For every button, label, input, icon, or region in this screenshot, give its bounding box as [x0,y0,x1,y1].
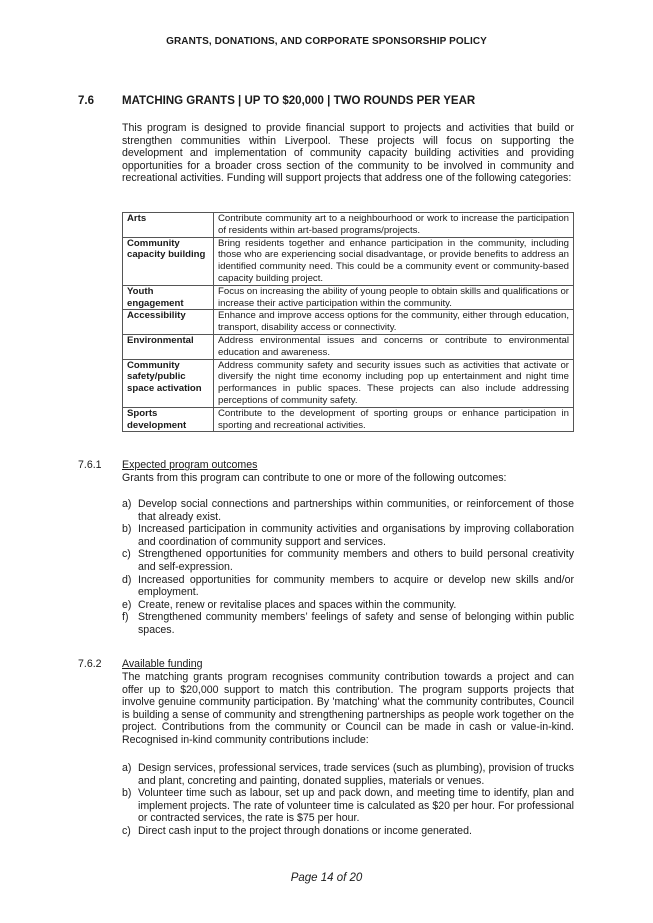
funding-intro: The matching grants program recognises community contribution towards a project and can offer up to $20,000 support to match this contribution. The program supports projects that involve genuine community participation. By 'matching' what the community contributes, Council is building a sense of community and strengthening partnerships as people work together on the project. Contributions from the community or Council can be made in cash or value-in-kind. Recognised in-kind community contributions include: [122,671,574,746]
category-description: Address environmental issues and concerns or contribute to environmental education and awareness. [214,334,574,359]
list-text: Increased participation in community activities and organisations by improving collaboration and coordination of community support and services. [138,523,574,548]
list-item [122,762,574,787]
list-text: Direct cash input to the project through donations or income generated. [138,824,472,837]
category-description: Contribute community art to a neighbourhood or work to increase the participation of residents within art-based programs/projects. [214,213,574,238]
category-name: Arts [123,213,214,238]
list-marker: d) [122,573,132,586]
list-marker: e) [122,598,132,611]
list-marker: f) [122,611,129,624]
subsection-number: 7.6.2 [78,658,102,670]
list-text: Create, renew or revitalise places and spaces within the community. [138,598,457,611]
list-item [122,574,574,599]
list-text: Strengthened opportunities for community members and others to build personal creativity and self-expression. [138,548,574,573]
list-text: Design services, professional services, trade services (such as plumbing), provision of trucks and plant, concreting and painting, donated supplies, materials or venues. [138,762,574,787]
outcomes-intro: Grants from this program can contribute to one or more of the following outcomes: [122,472,507,484]
category-name: Community capacity building [123,237,214,285]
section-number: 7.6 [78,95,94,107]
section-intro: This program is designed to provide financial support to projects and activities that build or strengthen communities within Liverpool. These projects will focus on supporting the development and implementation of community capacity building activities and providing opportunities for a broader cross section of the community to be involved in community and recreational activities. Funding will support projects that address one of the following categories: [122,122,574,185]
outcomes-heading [78,459,257,472]
list-marker: b) [122,787,132,800]
categories-table [122,212,574,432]
list-marker: a) [122,762,132,774]
table-row [123,237,574,285]
category-name: Accessibility [123,310,214,335]
running-header: GRANTS, DONATIONS, AND CORPORATE SPONSORSHIP POLICY [166,36,487,47]
list-item [122,548,574,573]
table-row [123,310,574,335]
subsection-number: 7.6.1 [78,459,102,471]
list-item [122,498,574,523]
list-item [122,787,574,825]
list-text: Develop social connections and partnerships within communities, or reinforcement of those that already exist. [138,498,574,523]
category-name: Sports development [123,407,214,432]
outcomes-list [122,498,574,637]
category-description: Bring residents together and enhance participation in the community, including those who are experiencing social disadvantage, or provide benefits to address an identified community need. This could be a community event or community-based capacity building project. [214,237,574,285]
category-description: Enhance and improve access options for the community, either through education, transport, disability access or connectivity. [214,310,574,335]
category-description: Contribute to the development of sporting groups or enhance participation in sporting and recreational activities. [214,407,574,432]
funding-list [122,762,574,838]
category-description: Address community safety and security issues such as activities that activate or diversify the night time economy including pop up entertainment and night time performances in public spaces. These projects can also include addressing perceptions of community safety. [214,359,574,407]
list-marker: b) [122,523,132,536]
table-row [123,285,574,310]
list-marker: a) [122,498,132,510]
list-item [122,611,574,636]
table-row [123,407,574,432]
page-number: Page 14 of 20 [290,872,363,884]
table-row [123,359,574,407]
table-row [123,334,574,359]
list-item [122,599,574,612]
list-marker: c) [122,548,131,561]
table-row [123,213,574,238]
subsection-title: Expected program outcomes [122,459,258,471]
category-name: Environmental [123,334,214,359]
list-item [122,523,574,548]
subsection-title: Available funding [122,658,203,670]
category-description: Focus on increasing the ability of young people to obtain skills and qualifications or increase their active participation within the community. [214,285,574,310]
category-name: Community safety/public space activation [123,359,214,407]
section-title: MATCHING GRANTS | UP TO $20,000 | TWO ROUNDS PER YEAR [122,95,476,107]
list-text: Volunteer time such as labour, set up and pack down, and meeting time to identify, plan and implement projects. The rate of volunteer time is calculated as $20 per hour. For professional or contracted services, the rate is $75 per hour. [138,787,574,825]
list-marker: c) [122,824,131,837]
list-text: Increased opportunities for community members to acquire or develop new skills and/or employment. [138,573,574,599]
section-heading [78,95,475,107]
funding-heading [78,658,203,671]
category-name: Youth engagement [123,285,214,310]
list-item [122,825,574,838]
list-text: Strengthened community members’ feelings of safety and sense of belonging within public spaces. [138,611,574,636]
